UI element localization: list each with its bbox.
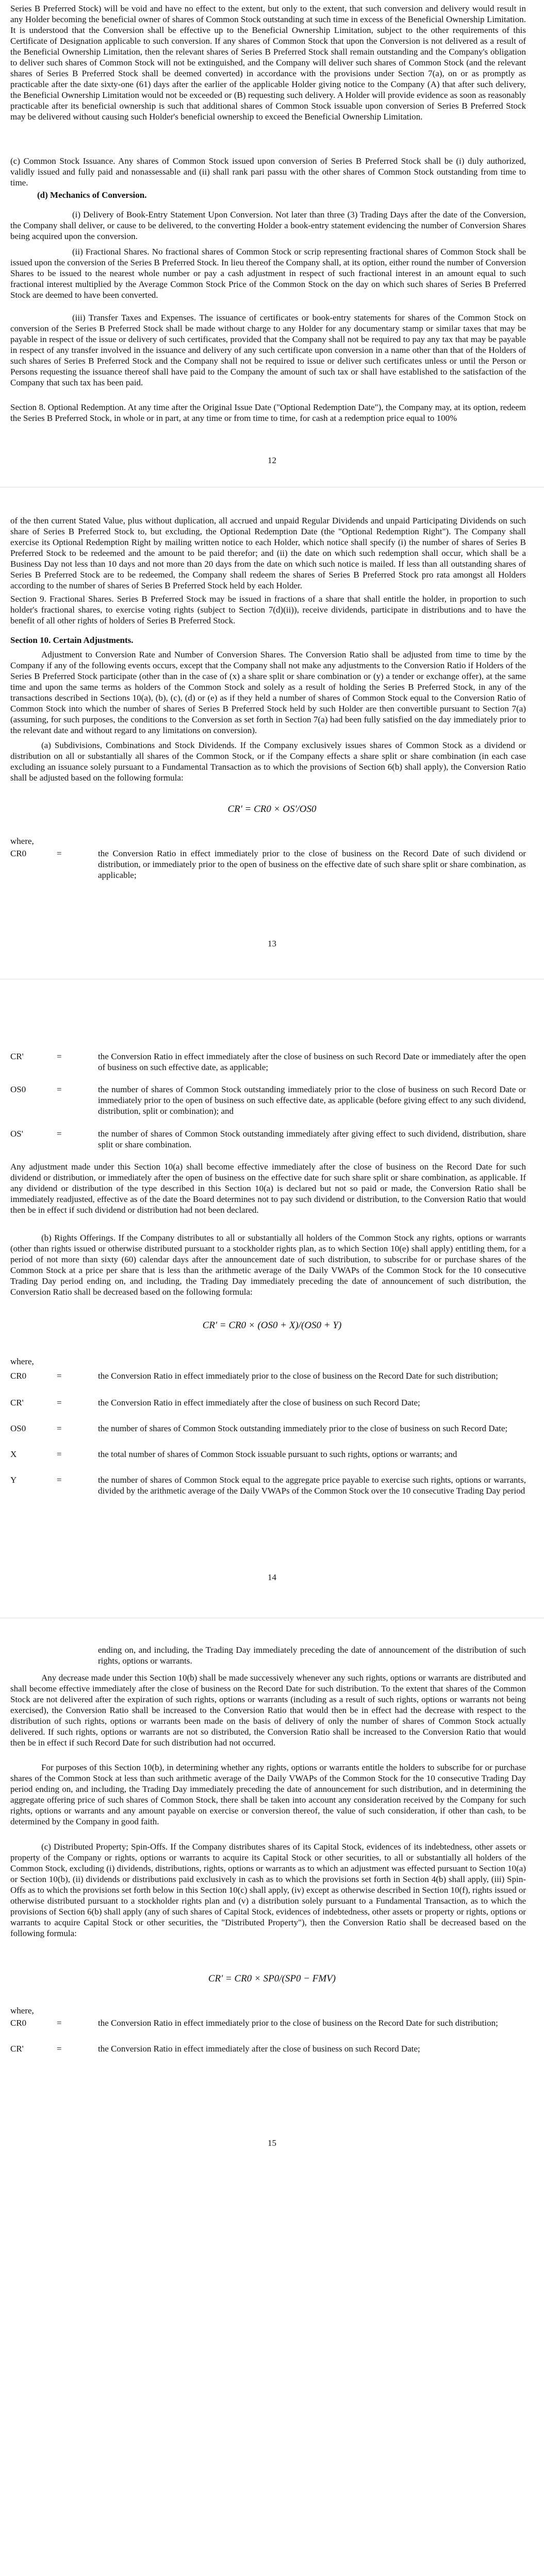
equals: = [57,1398,62,1408]
symbol: CR0 [10,2018,27,2028]
paragraph: Section 9. Fractional Shares. Series B Preferred Stock may be issued in fractions of a share that shall entitle the holder, in proportion to such holder's fractional shares, to exercise voting rights (subject to Section 7(d)(ii)), receive dividends, participate in distributions and to have the benefit of all other rights of holders of Series B Preferred Stock. [10,594,526,625]
equals: = [57,1129,62,1139]
definition-row [10,1370,526,1394]
paragraph: Section 8. Optional Redemption. At any time after the Original Issue Date ("Optional Redemption Date"), the Company may, at its option, redeem the Series B Preferred Stock, in whole or in part, at any time or from time to time, for cash at a redemption price equal to 100% [10,402,526,423]
definition-text: the Conversion Ratio in effect immediately prior to the close of business on the Record Date of such dividend or distribution, or immediately prior to the open of business on the effective date of such share split or share combination, as applicable; [98,849,526,880]
definition-text: the Conversion Ratio in effect immediately prior to the close of business on the Record Date for such distribution; [98,2018,498,2028]
definition-row [10,1423,526,1447]
equals: = [57,1449,62,1459]
symbol: Y [10,1475,17,1485]
paragraph: (ii) Fractional Shares. No fractional shares of Common Stock or scrip representing fractional shares of Common Stock shall be issued upon the conversion of the Series B Preferred Stock. In lieu thereof the Company shall, at its option, either round the number of Conversion Shares to be issued to the nearest whole number or pay a cash adjustment in respect of such fractional interest in an amount equal to such fractional interest multiplied by the Average Common Stock Price of the Common Stock on the day on which such shares of Series B Preferred Stock are deemed to have been converted. [10,247,526,300]
symbol: OS0 [10,1423,26,1433]
subsection-heading: (d) Mechanics of Conversion. [37,190,147,200]
symbol: CR' [10,1052,24,1061]
paragraph: (i) Delivery of Book-Entry Statement Upon Conversion. Not later than three (3) Trading Days after the date of the Conversion, the Company shall deliver, or cause to be delivered, to the converting Holder a book-entry statement evidencing the number of Conversion Shares being acquired upon the conversion. [10,210,526,241]
equals: = [57,1423,62,1433]
equals: = [57,2044,62,2054]
definition-row [10,1051,526,1077]
page-number: 12 [268,455,276,465]
paragraph: (c) Distributed Property; Spin-Offs. If the Company distributes shares of its Capital Stock, evidences of its indebtedness, other assets or property of the Company or rights, options or warrants to acquire its Capital Stock or other securities, to all or substantially all holders of the Common Stock, excluding (i) dividends, distributions, rights, options or warrants as to which an adjustment was effected pursuant to Section 10(a) or Section 10(b), (ii) dividends or distributions paid exclusively in cash as to which the provisions set forth in Section 4(b) shall apply, (iii) Spin-Offs as to which the provisions set forth below in this Section 10(c) shall apply, (iv) except as otherwise described in Section 10(f), rights issued or otherwise distributed pursuant to a stockholder rights plan and (v) a distribution solely pursuant to a Fundamental Transaction, as to which the provisions of Section 6(b) shall apply (any of such shares of Capital Stock, evidences of indebtedness, other assets or property or rights, options or warrants to acquire Capital Stock or other securities, the "Distributed Property"), then the Conversion Ratio shall be decreased based on the following formula: [10,1842,526,1938]
definition-row [10,1397,526,1421]
paragraph: (c) Common Stock Issuance. Any shares of Common Stock issued upon conversion of Series B Preferred Stock shall be (i) duly authorized, validly issued and fully paid and nonassessable and (ii) shall rank pari passu with the other shares of Common Stock outstanding from time to time. [10,156,526,188]
definition-text: the number of shares of Common Stock outstanding immediately prior to the close of business on such Record Date; [98,1423,508,1433]
definition-text: the Conversion Ratio in effect immediately prior to the close of business on the Record Date for such distribution; [98,1371,498,1381]
paragraph: Any adjustment made under this Section 10(a) shall become effective immediately after the close of business on the Record Date for such dividend or distribution, or immediately after the open of business on the effective date for such share split or share combination, as applicable. If any dividend or distribution of the type described in this Section 10(a) is declared but not so paid or made, the Conversion Ratio shall be immediately readjusted, effective as of the date the Board determines not to pay such dividend or distribution, to the Conversion Ratio that would then be in effect if such dividend or distribution had not been declared. [10,1162,526,1215]
equals: = [57,2018,62,2028]
formula: CR' = CR0 × OS'/OS0 [227,804,317,815]
equals: = [57,849,62,858]
definition-text: the number of shares of Common Stock outstanding immediately prior to the close of business on such Record Date or immediately prior to the open of business on such effective date, as applicable (before giving effect to any such dividend, distribution, split or combination); and [98,1084,526,1116]
paragraph: (iii) Transfer Taxes and Expenses. The issuance of certificates or book-entry statements for shares of the Common Stock on conversion of the Series B Preferred Stock shall be made without charge to any Holder for any documentary stamp or similar taxes that may be payable in respect of the issue or delivery of such certificates, provided that the Company shall not be required to pay any tax that may be payable in respect of any transfer involved in the issuance and delivery of any such certificate upon conversion in a name other than that of the Holders of such shares of Series B Preferred Stock and the Company shall not be required to issue or deliver such certificates unless or until the Person or Persons requesting the issuance thereof shall have paid to the Company the amount of such tax or shall have established to the satisfaction of the Company that such tax has been paid. [10,313,526,387]
formula: CR' = CR0 × SP0/(SP0 − FMV) [208,1973,336,1984]
definition-row [10,1084,526,1120]
symbol: CR0 [10,849,27,858]
equals: = [57,1084,62,1094]
definition-row [10,1449,526,1472]
definition-text: the Conversion Ratio in effect immediately after the close of business on such Record Date; [98,1398,420,1408]
symbol: OS' [10,1129,23,1139]
paragraph: ending on, and including, the Trading Day immediately preceding the date of announcement of the distribution of such rights, options or warrants. [98,1645,526,1666]
definition-row [10,1475,526,1511]
where-label: where, [10,836,34,846]
paragraph: (a) Subdivisions, Combinations and Stock Dividends. If the Company exclusively issues shares of Common Stock as a dividend or distribution on all or substantially all shares of the Common Stock, or if the Company effects a share split or share combination (in each case excluding an issuance solely pursuant to a Fundamental Transaction as to which the provisions of Section 6(b) shall apply), the Conversion Ratio shall be adjusted based on the following formula: [10,740,526,783]
symbol: CR0 [10,1371,27,1381]
definition-row [10,2018,526,2041]
definition-text: the number of shares of Common Stock outstanding immediately after giving effect to such dividend, distribution, share split or share combination. [98,1129,526,1149]
paragraph: of the then current Stated Value, plus without duplication, all accrued and unpaid Regular Dividends and unpaid Participating Dividends on such share of Series B Preferred Stock to, but excluding, the Optional Redemption Date (the "Optional Redemption Right"). The Company shall exercise its Optional Redemption Right by mailing written notice to each Holder, which notice shall specify (i) the number of shares of Series B Preferred Stock to be redeemed and the amount to be paid therefor; and (ii) the date on which such redemption shall occur, which shall be a Business Day not less than 10 days and not more than 20 days from the date on which such notice is mailed. If less than all outstanding shares of Series B Preferred Stock are to be redeemed, the Company shall redeem the shares of Series B Preferred Stock pro rata amongst all Holders according to the number of shares of Series B Preferred Stock held by each Holder. [10,516,526,590]
definition-text: the total number of shares of Common Stock issuable pursuant to such rights, options or warrants; and [98,1449,457,1459]
definition-text: the Conversion Ratio in effect immediately after the close of business on such Record Date; [98,2044,420,2054]
where-label: where, [10,2006,34,2015]
definition-text: the Conversion Ratio in effect immediately after the close of business on such Record Date or immediately after the open of business on such effective date, as applicable; [98,1052,526,1072]
symbol: CR' [10,2044,24,2054]
symbol: CR' [10,1398,24,1408]
symbol: OS0 [10,1084,26,1094]
formula: CR' = CR0 × (OS0 + X)/(OS0 + Y) [202,1320,342,1331]
definition-text: the number of shares of Common Stock equal to the aggregate price payable to exercise such rights, options or warrants, divided by the arithmetic average of the Daily VWAPs of the Common Stock over the 10 consecutive Trading Day period [98,1475,526,1496]
section-heading: Section 10. Certain Adjustments. [10,635,134,645]
definition-row [10,2043,526,2067]
equals: = [57,1052,62,1061]
paragraph: Any decrease made under this Section 10(b) shall be made successively whenever any such rights, options or warrants are distributed and shall become effective immediately after the close of business on the Record Date for such distribution. To the extent that shares of the Common Stock are not delivered after the expiration of such rights, options or warrants (including as a result of such rights, options or warrants not being exercised), the Conversion Ratio shall be increased to the Conversion Ratio that would then be in effect had the decrease with respect to the distribution of such rights, options or warrants been made on the basis of delivery of only the number of shares of Common Stock actually delivered. If such rights, options or warrants are not so distributed, the Conversion Ratio shall be increased to the Conversion Ratio that would then be in effect if such Record Date for such distribution had not occurred. [10,1673,526,1748]
definition-row [10,1128,526,1154]
paragraph: For purposes of this Section 10(b), in determining whether any rights, options or warrants entitle the holders to subscribe for or purchase shares of the Common Stock at less than such arithmetic average of the Daily VWAPs of the Common Stock for the 10 consecutive Trading Day period ending on, and including, the Trading Day immediately preceding the date of announcement for such distribution, and in determining the aggregate offering price of such shares of Common Stock, there shall be taken into account any consideration received by the Company for such rights, options or warrants and any amount payable on exercise or conversion thereof, the value of such consideration, if other than cash, to be determined by the Company in good faith. [10,1762,526,1826]
equals: = [57,1371,62,1381]
definition-row [10,848,526,884]
equals: = [57,1475,62,1485]
page-number: 15 [268,2138,276,2148]
page-number: 13 [268,939,276,948]
paragraph: Adjustment to Conversion Rate and Number of Conversion Shares. The Conversion Ratio shall be adjusted from time to time by the Company if any of the following events occurs, except that the Company shall not make any adjustments to the Conversion Ratio if Holders of the Series B Preferred Stock participate (other than in the case of (x) a share split or share combination or (y) a tender or exchange offer), at the same time and upon the same terms as holders of the Common Stock and solely as a result of holding the Series B Preferred Stock, in any of the transactions described in Sections 10(a), (b), (c), (d) or (e) as if they held a number of shares of Common Stock equal to the Conversion Ratio of Common Stock into which the number of shares of Series B Preferred Stock held by such Holder are then convertible pursuant to Section 7(a) (assuming, for such purposes, the conditions to the Conversion as set forth in Section 7(a) had been fully satisfied on the day immediately prior to the relevant date and without regard to any limitations on conversion). [10,650,526,735]
paragraph: Series B Preferred Stock) will be void and have no effect to the extent, but only to the extent, that such conversion and delivery would result in any Holder becoming the beneficial owner of shares of Common Stock outstanding at such time in excess of the Beneficial Ownership Limitation. It is understood that the Conversion shall be effective up to the Beneficial Ownership Limitation, subject to the other requirements of this Certificate of Designation applicable to such conversion. If any shares of Common Stock that upon the Conversion is not delivered as a result of the Beneficial Ownership Limitation, then the relevant shares of Series B Preferred Stock shall remain outstanding and the Company's obligation to deliver such shares of Common Stock will not be extinguished, and the Company will deliver such shares of Common Stock (and the relevant shares of Series B Preferred Stock shall be deemed converted) in accordance with the provisions under Section 7(a), on or as promptly as practicable after the date sixty-one (61) days after the earlier of the applicable Holder giving notice to the Company (A) that after such delivery, the Beneficial Ownership Limitation would not be exceeded or (B) requesting such delivery. A Holder will provide evidence as soon as reasonably practicable after its beneficial ownership is such that additional shares of Common Stock issuable upon conversion of Series B Preferred Stock may be delivered without causing such Holder's beneficial ownership to exceed the Beneficial Ownership Limitation. [10,4,526,122]
where-label: where, [10,1357,34,1366]
symbol: X [10,1449,17,1459]
page-number: 14 [268,1572,276,1582]
paragraph: (b) Rights Offerings. If the Company distributes to all or substantially all holders of the Common Stock any rights, options or warrants (other than rights issued or otherwise distributed pursuant to a stockholder rights plan, as to which Section 10(e) shall apply) entitling them, for a period of not more than sixty (60) calendar days after the announcement date of such distribution, to subscribe for or purchase shares of the Common Stock at a price per share that is less than the arithmetic average of the Daily VWAPs of the Common Stock for the 10 consecutive Trading Day period ending on, and including, the Trading Day immediately preceding the date of announcement of such distribution, the Conversion Ratio shall be decreased based on the following formula: [10,1233,526,1297]
